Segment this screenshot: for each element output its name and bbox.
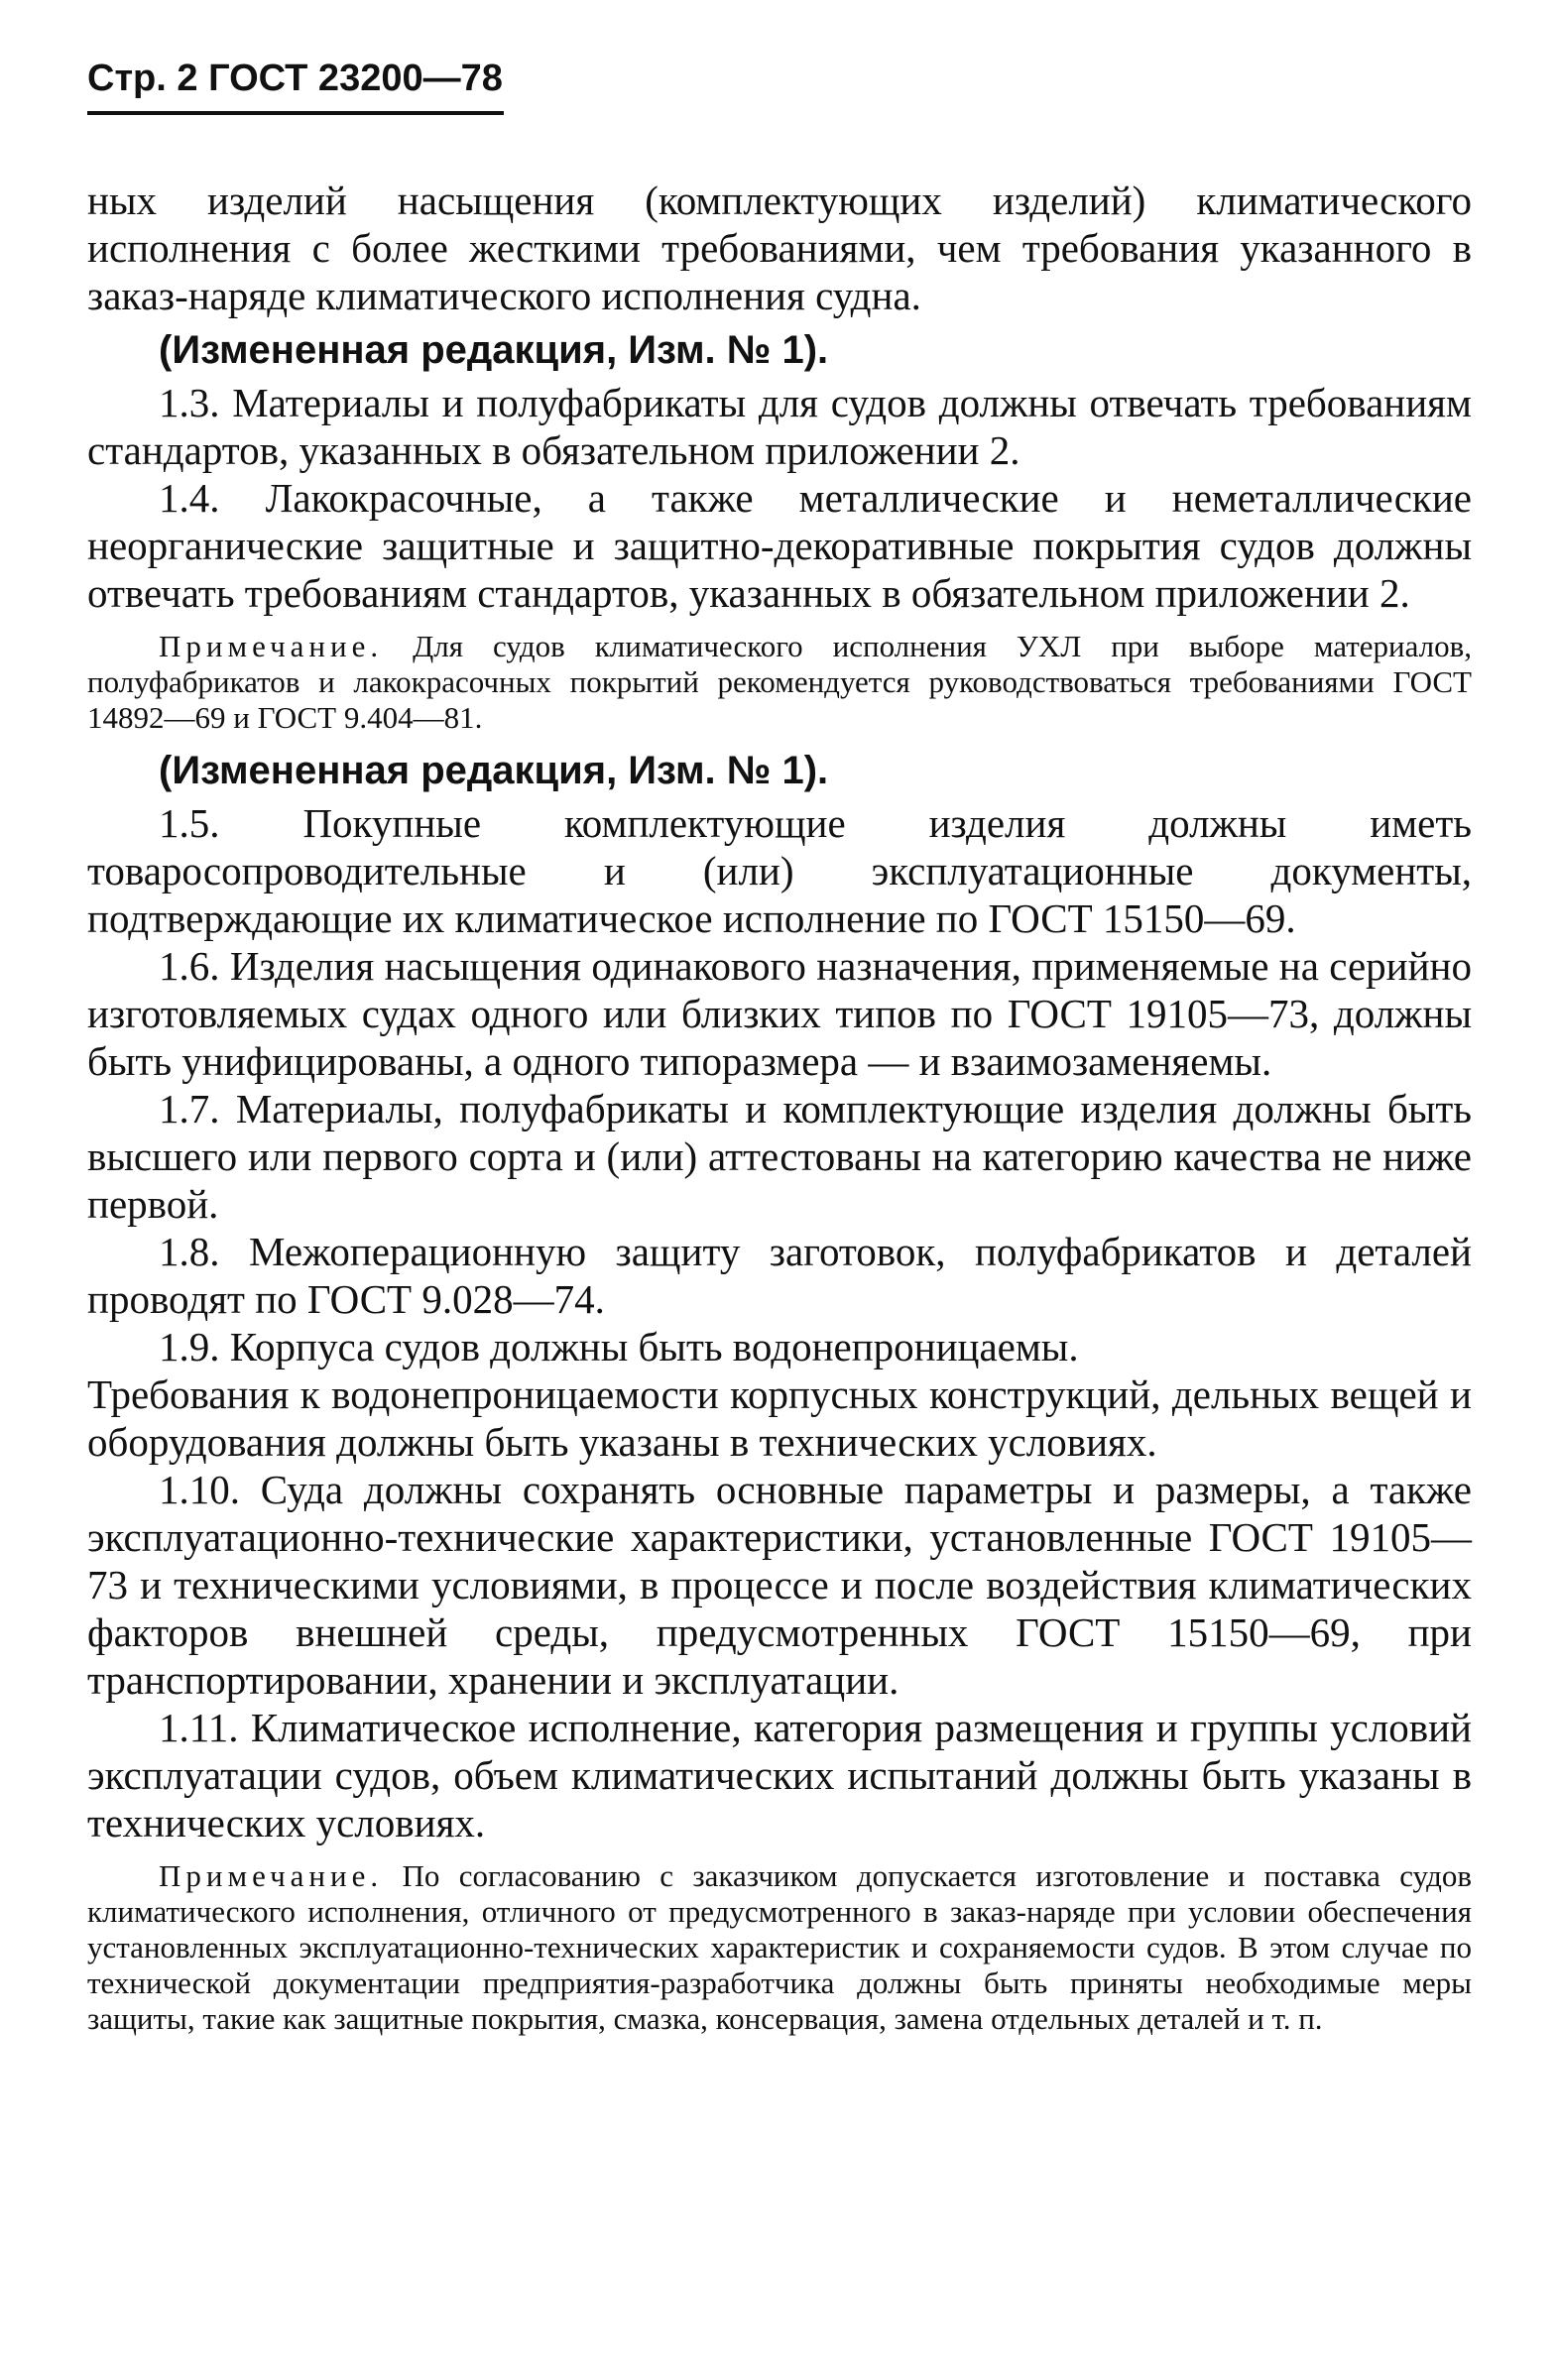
paragraph-continuation: ных изделий насыщения (комплектующих изделий) климатического исполнения с более жесткими требованиями, чем требования указанного в заказ-наряде климатического исполнения судна.	[87, 178, 1472, 318]
note-2-text: По согласованию с заказчиком допускается изготовление и поставка судов климатического исполнения, отличного от предусмотренного в заказ-наряде при условии обеспечения установленных эксплуатационно-технических характеристик и сохраняемости судов. В этом случае по технической документации предприятия-разработчика должны быть приняты необходимые меры защиты, такие как защитные покрытия, смазка, консервация, замена отдельных деталей и т. п.	[87, 1858, 1472, 2036]
note-1-text: Для судов климатического исполнения УХЛ при выборе материалов, полуфабрикатов и лакокрасочных покрытий рекомендуется руководствоваться требованиями ГОСТ 14892—69 и ГОСТ 9.404—81.	[87, 629, 1472, 735]
note-1	[87, 629, 1472, 736]
clause-1-11: 1.11. Климатическое исполнение, категория размещения и группы условий эксплуатации судов, объем климатических испытаний должны быть указаны в технических условиях.	[87, 1705, 1472, 1845]
header-rule	[87, 111, 504, 115]
clause-1-4: 1.4. Лакокрасочные, а также металлические и неметаллические неорганические защитные и защитно-декоративные покрытия судов должны отвечать требованиям стандартов, указанных в обязательном приложении 2.	[87, 475, 1472, 616]
edition-note-2: (Измененная редакция, Изм. № 1).	[159, 749, 829, 792]
clause-1-8: 1.8. Межоперационную защиту заготовок, полуфабрикатов и деталей проводят по ГОСТ 9.028—74.	[87, 1229, 1472, 1322]
note-2-label: Примечание.	[159, 1858, 384, 1893]
clause-1-7: 1.7. Материалы, полуфабрикаты и комплектующие изделия должны быть высшего или первого сорта и (или) аттестованы на категорию качества не ниже первой.	[87, 1086, 1472, 1227]
note-2	[87, 1858, 1472, 2037]
page-header: Стр. 2 ГОСТ 23200—78	[87, 58, 503, 99]
document-body	[87, 177, 1472, 2047]
edition-note-1: (Измененная редакция, Изм. № 1).	[159, 328, 829, 372]
clause-1-9-requirements: Требования к водонепроницаемости корпусных конструкций, дельных вещей и оборудования должны быть указаны в технических условиях.	[87, 1371, 1472, 1465]
clause-1-5: 1.5. Покупные комплектующие изделия должны иметь товаросопроводительные и (или) эксплуатационные документы, подтверждающие их климатическое исполнение по ГОСТ 15150—69.	[87, 800, 1472, 941]
clause-1-6: 1.6. Изделия насыщения одинакового назначения, применяемые на серийно изготовляемых судах одного или близких типов по ГОСТ 19105—73, должны быть унифицированы, а одного типоразмера — и взаимозаменяемы.	[87, 943, 1472, 1084]
note-1-label: Примечание.	[159, 629, 384, 663]
clause-1-10: 1.10. Суда должны сохранять основные параметры и размеры, а также эксплуатационно-технические характеристики, установленные ГОСТ 19105—73 и техническими условиями, в процессе и после воздействия климатических факторов внешней среды, предусмотренных ГОСТ 15150—69, при транспортировании, хранении и эксплуатации.	[87, 1467, 1472, 1703]
clause-1-9: 1.9. Корпуса судов должны быть водонепроницаемы.	[159, 1324, 1079, 1369]
clause-1-3: 1.3. Материалы и полуфабрикаты для судов должны отвечать требованиям стандартов, указанных в обязательном приложении 2.	[87, 380, 1472, 473]
